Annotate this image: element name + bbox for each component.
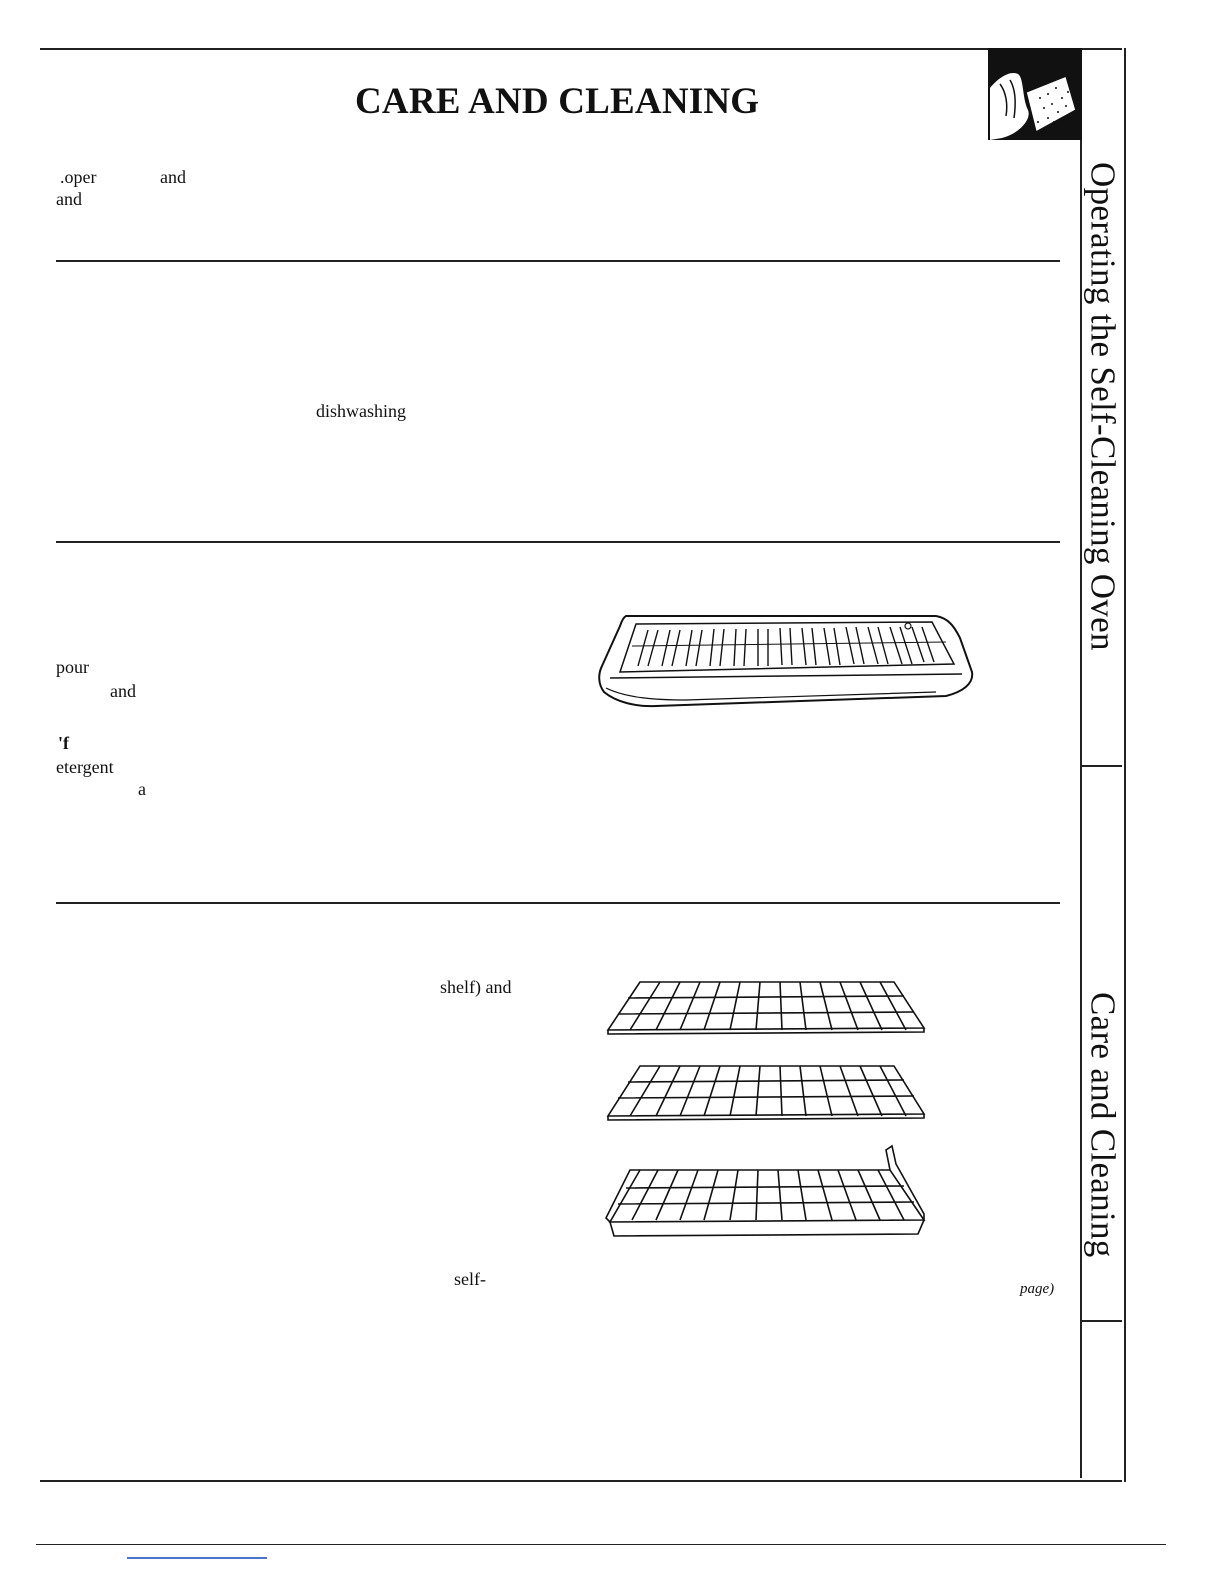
tab-operating-label: Operating the Self-Cleaning Oven: [1083, 161, 1123, 651]
s2-fragment-pour: pour: [56, 657, 89, 677]
section-rule-3: [56, 902, 1060, 904]
s3-fragment-self: self-: [454, 1269, 486, 1289]
s3-fragment-page: page): [1020, 1281, 1055, 1297]
s2-fragment-f: 'f: [58, 733, 69, 753]
tab-care-label: Care and Cleaning: [1083, 992, 1123, 1258]
intro-fragment-and-2: and: [56, 189, 82, 209]
broiler-pan-illustration: [596, 612, 976, 712]
tab-divider-2: [1082, 1320, 1122, 1322]
page-title: CARE AND CLEANING: [355, 81, 760, 122]
s2-fragment-a: a: [138, 779, 146, 799]
top-rule: [40, 48, 1122, 50]
s2-fragment-and: and: [110, 681, 136, 701]
tab-divider: [1082, 765, 1122, 767]
section-rule-1: [56, 260, 1060, 262]
s2-fragment-detergent: etergent: [56, 757, 114, 777]
footer-link-underline: [127, 1557, 267, 1559]
s3-fragment-shelf: shelf) and: [440, 977, 512, 997]
intro-fragment-oper: .oper: [60, 167, 97, 187]
section-rule-2: [56, 541, 1060, 543]
footer-rule: [36, 1544, 1166, 1545]
bottom-rule: [40, 1480, 1122, 1482]
s1-fragment-dishwashing: dishwashing: [316, 401, 406, 421]
tab-care-and-cleaning[interactable]: [1080, 985, 1125, 1265]
hand-with-sponge-icon: [988, 48, 1082, 140]
tab-operating-self-cleaning-oven[interactable]: [1080, 150, 1125, 662]
intro-fragment-and-1: and: [160, 167, 186, 187]
oven-shelves-illustration: [600, 974, 930, 1254]
